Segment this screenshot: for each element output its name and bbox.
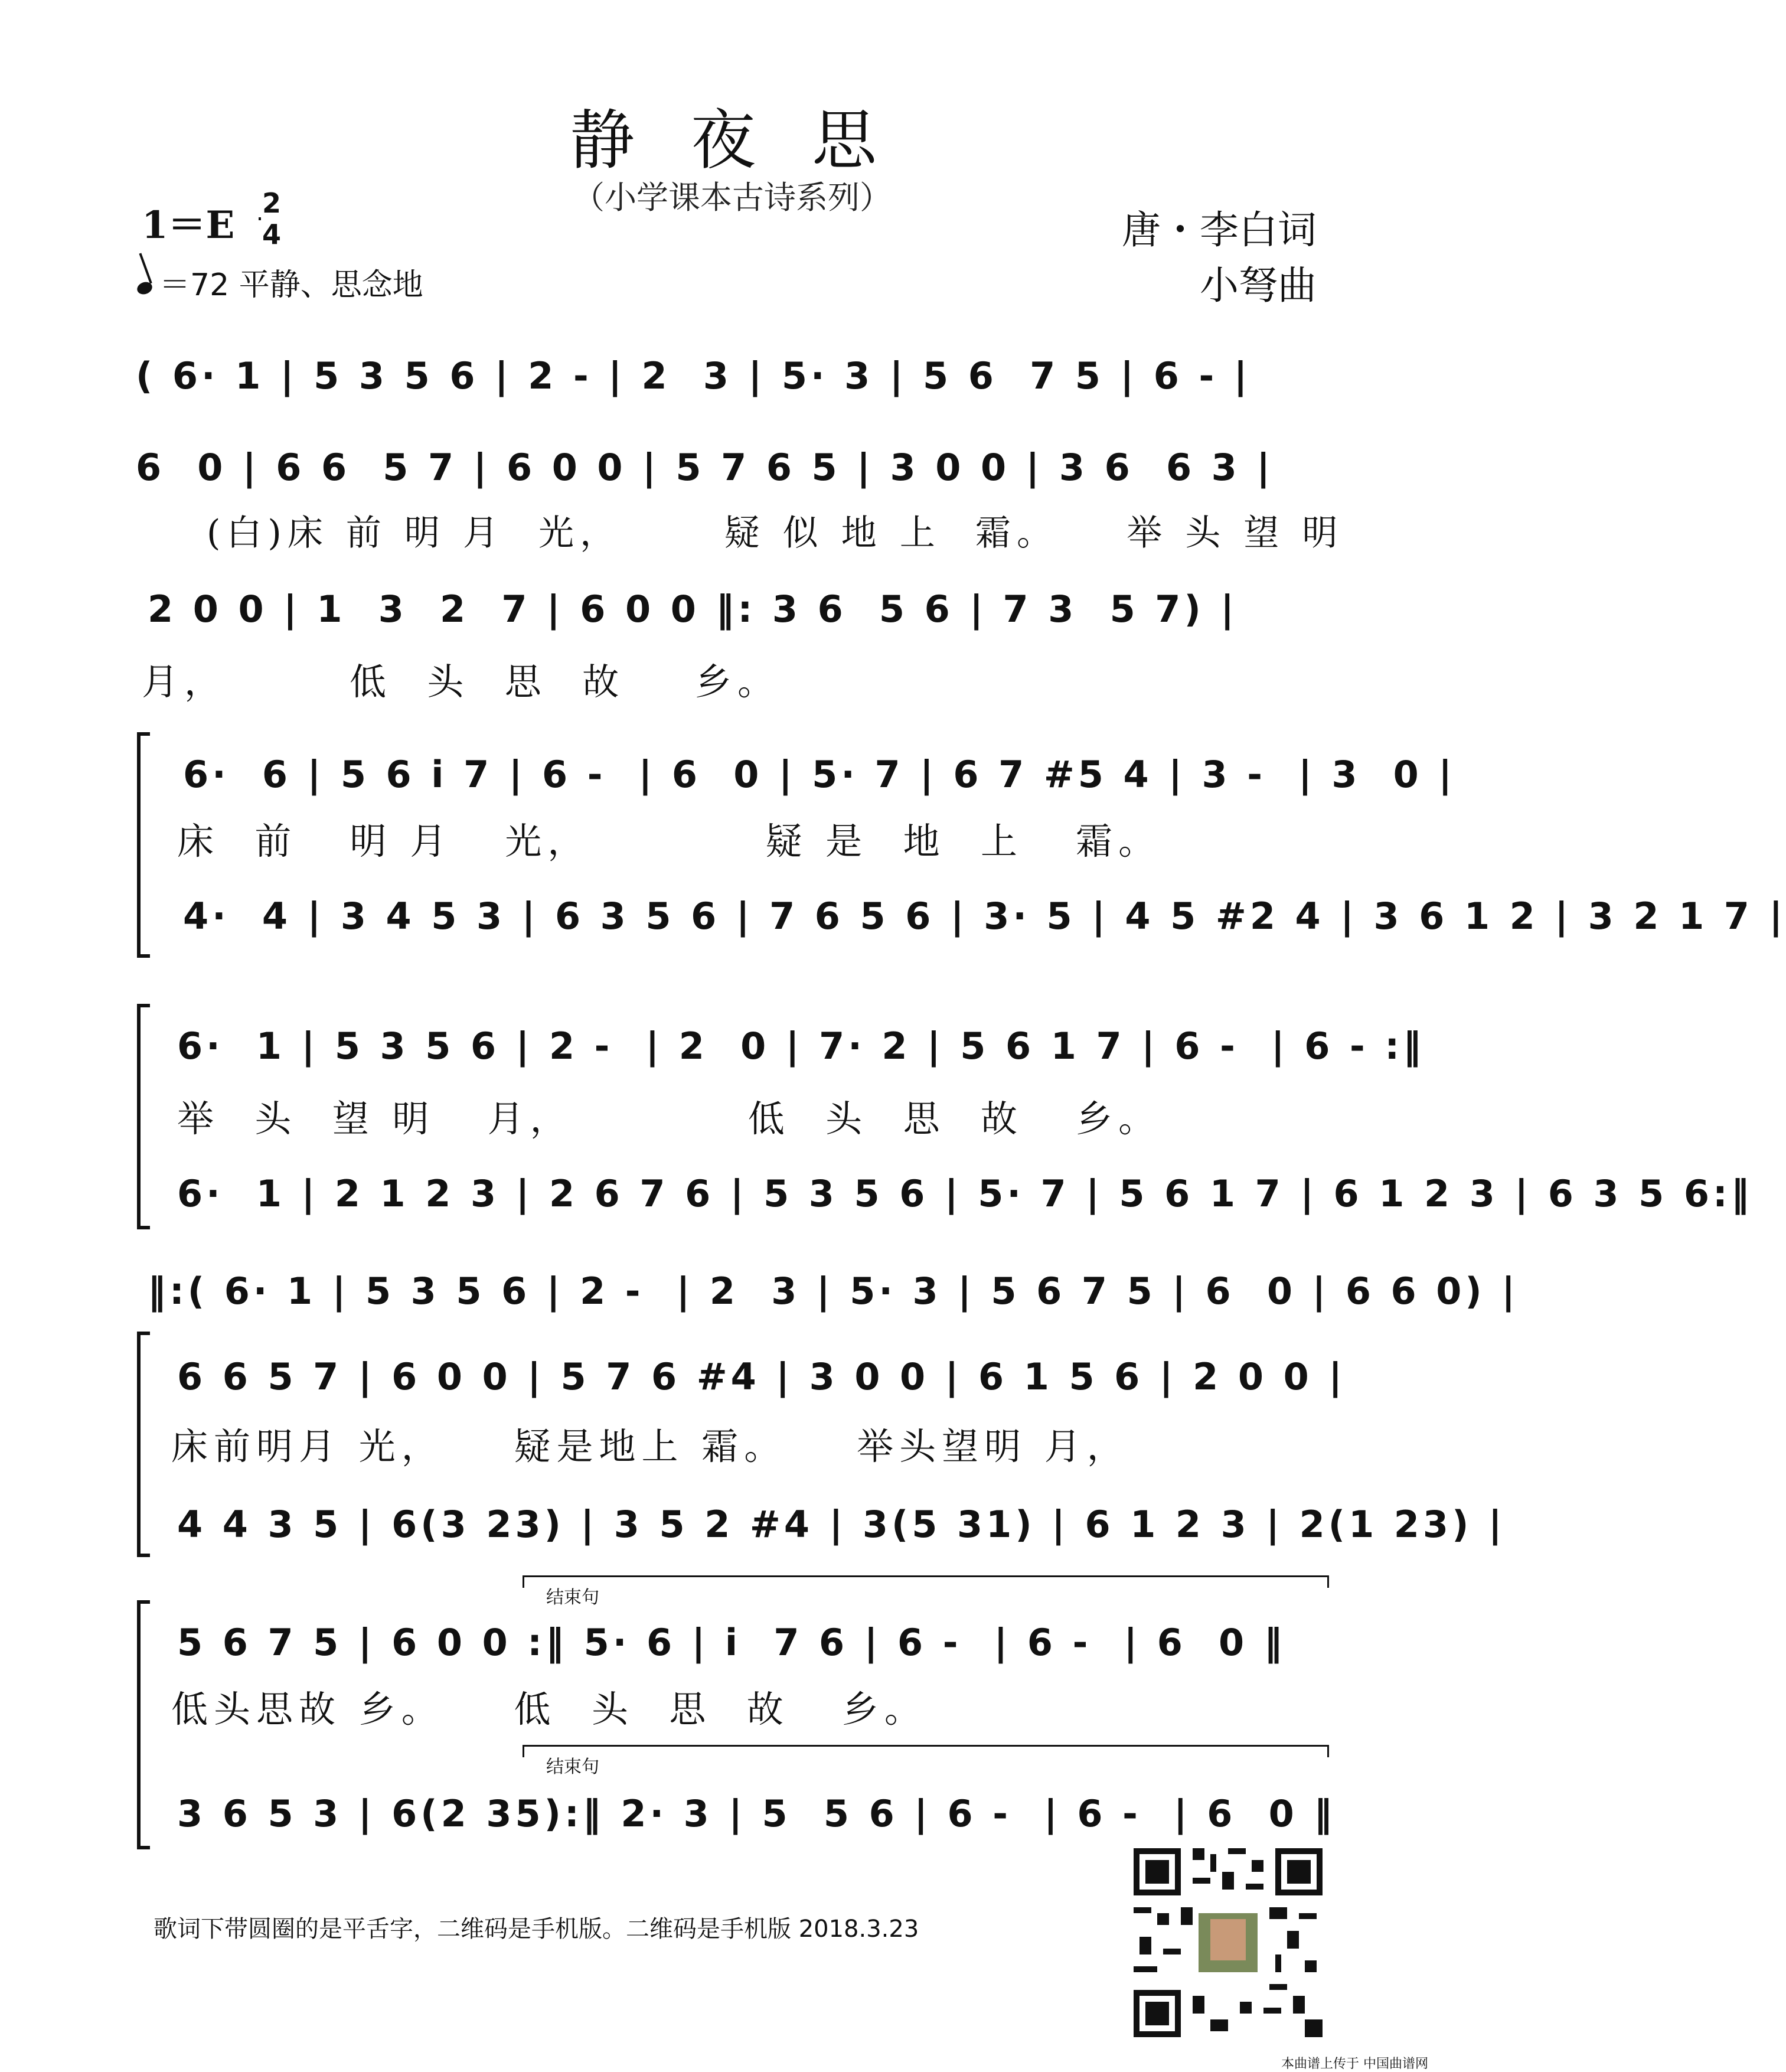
time-signature-bar <box>259 217 261 220</box>
system-brace-3 <box>137 1332 150 1557</box>
score-line-11-notes: 5 6 7 5 | 6 0 0 :‖ 5· 6 | i 7 6 | 6 - | 6 - | 6 0 ‖ <box>177 1621 1286 1664</box>
score-line-3-lyrics: 月， 低 头 思 故 乡。 <box>142 660 781 703</box>
qr-code-icon <box>1128 1842 1328 2043</box>
footer-note: 歌词下带圆圈的是平舌字，二维码是手机版。二维码是手机版 2018.3.23 <box>154 1916 919 1943</box>
subtitle: （小学课本古诗系列） <box>573 179 892 216</box>
score-line-4-lyrics: 床 前 明 月 光， 疑 是 地 上 霜。 <box>177 820 1161 863</box>
key-signature: 1＝E <box>142 203 235 247</box>
score-line-6-notes: 6· 1 | 5 3 5 6 | 2 - | 2 0 | 7· 2 | 5 6 1 7 | 6 - | 6 - :‖ <box>177 1024 1425 1068</box>
score-line-9-notes: 6 6 5 7 | 6 0 0 | 5 7 6 #4 | 3 0 0 | 6 1 5 6 | 2 0 0 | <box>177 1355 1346 1398</box>
score-line-10-notes: 4 4 3 5 | 6(3 23) | 3 5 2 #4 | 3(5 31) | 6 1 2 3 | 2(1 23) | <box>177 1503 1506 1546</box>
score-line-2-notes: 6 0 | 6 6 5 7 | 6 0 0 | 5 7 6 5 | 3 0 0 | 3 6 6 3 | <box>136 446 1274 489</box>
score-line-3-notes: 2 0 0 | 1 3 2 7 | 6 0 0 ‖: 3 6 5 6 | 7 3 5 7) | <box>148 588 1238 631</box>
ending-bracket-2 <box>523 1745 1329 1757</box>
system-brace-4 <box>137 1600 150 1849</box>
system-brace-2 <box>137 1004 150 1229</box>
time-signature-bottom: 4 <box>262 218 281 250</box>
score-line-7-notes: 6· 1 | 2 1 2 3 | 2 6 7 6 | 5 3 5 6 | 5· 7 | 5 6 1 7 | 6 1 2 3 | 6 3 5 6:‖ <box>177 1172 1753 1215</box>
time-signature-top: 2 <box>262 187 281 219</box>
poet-credit: 唐・李白词 <box>1122 207 1317 253</box>
system-brace-1 <box>137 732 150 958</box>
ending-label-2: 结束句 <box>546 1757 599 1777</box>
composer-credit: 小弩曲 <box>1200 263 1317 308</box>
quarter-note-icon <box>135 280 154 296</box>
site-credit: 本曲谱上传于 中国曲谱网 <box>1281 2057 1428 2071</box>
score-line-1-notes: ( 6· 1 | 5 3 5 6 | 2 - | 2 3 | 5· 3 | 5 6 7 5 | 6 - | <box>136 354 1251 397</box>
score-line-9-lyrics: 床前明月 光， 疑是地上 霜。 举头望明 月， <box>171 1425 1129 1468</box>
tempo-text: ＝72 平静、思念地 <box>159 267 423 303</box>
ending-bracket-1 <box>523 1575 1329 1588</box>
ending-label-1: 结束句 <box>546 1587 599 1608</box>
score-line-6-lyrics: 举 头 望 明 月， 低 头 思 故 乡。 <box>177 1097 1161 1140</box>
score-line-11-lyrics: 低头思故 乡。 低 头 思 故 乡。 <box>171 1688 927 1731</box>
score-line-5-notes: 4· 4 | 3 4 5 3 | 6 3 5 6 | 7 6 5 6 | 3· 5 | 4 5 #2 4 | 3 6 1 2 | 3 2 1 7 | <box>183 895 1786 938</box>
tempo-marking <box>137 260 423 304</box>
score-line-4-notes: 6· 6 | 5 6 i 7 | 6 - | 6 0 | 5· 7 | 6 7 #5 4 | 3 - | 3 0 | <box>183 753 1456 796</box>
score-line-2-lyrics: (白)床 前 明 月 光， 疑 似 地 上 霜。 举 头 望 明 <box>207 513 1344 554</box>
score-line-12-notes: 3 6 5 3 | 6(2 35):‖ 2· 3 | 5 5 6 | 6 - | 6 - | 6 0 ‖ <box>177 1792 1336 1835</box>
time-signature <box>259 187 285 250</box>
page-title: 静 夜 思 <box>570 103 894 178</box>
score-line-8-notes: ‖:( 6· 1 | 5 3 5 6 | 2 - | 2 3 | 5· 3 | 5 6 7 5 | 6 0 | 6 6 0) | <box>148 1270 1519 1313</box>
